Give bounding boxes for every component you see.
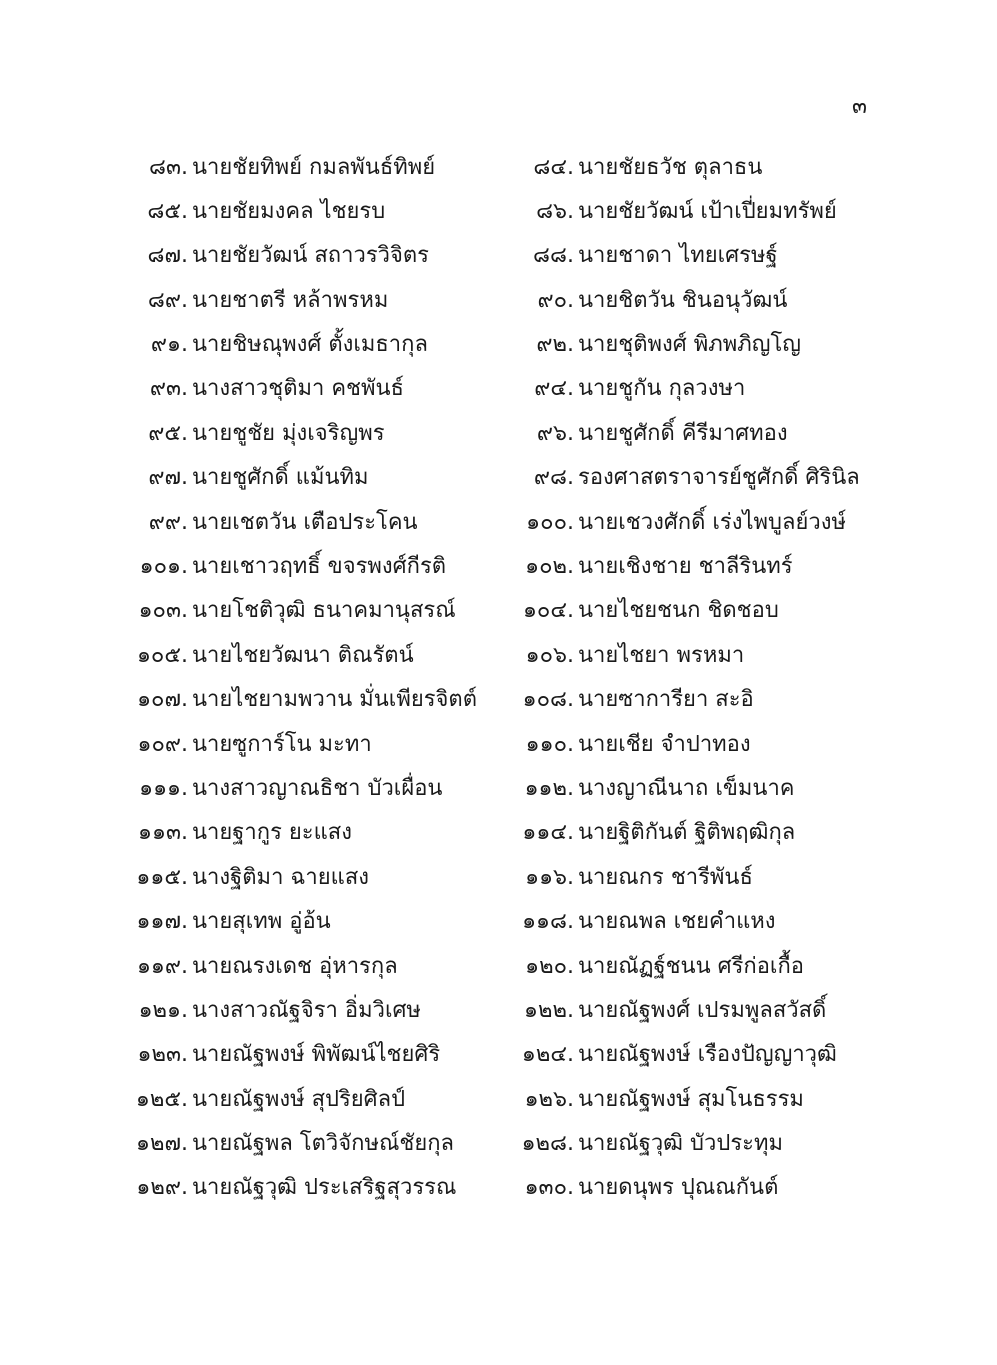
item-number: ๑๐๘.	[522, 687, 574, 713]
list-item	[480, 632, 744, 676]
list-item	[480, 677, 754, 721]
item-number: ๑๒๐.	[525, 953, 574, 979]
list-item	[480, 765, 795, 809]
list-item	[0, 854, 369, 898]
list-item	[480, 366, 745, 410]
item-number: ๘๘.	[533, 243, 574, 269]
item-name: นางญาณีนาถ เข็มนาค	[578, 775, 795, 801]
item-number: ๑๑๖.	[525, 864, 574, 890]
page-number: ๓	[852, 94, 868, 119]
item-name: นายไชยามพวาน มั่นเพียรจิตต์	[192, 687, 478, 713]
item-number: ๑๐๓.	[138, 598, 188, 624]
item-name: นายณัฐพงษ์ สุมโนธรรม	[578, 1086, 804, 1112]
item-name: นายฐากูร ยะแสง	[192, 820, 352, 846]
item-number: ๑๑๗.	[136, 909, 188, 935]
item-name: นายณัฐพล โตวิจักษณ์ชัยกุล	[192, 1131, 455, 1157]
list-item	[480, 1032, 837, 1076]
item-name: นายดนุพร ปุณณกันต์	[578, 1175, 779, 1201]
item-number: ๑๑๕.	[136, 864, 188, 890]
item-name: นายซูการ์โน มะทา	[192, 731, 372, 757]
list-item	[480, 277, 787, 321]
list-item	[480, 588, 779, 632]
list-item	[0, 1032, 440, 1076]
item-number: ๑๑๒.	[524, 775, 574, 801]
item-number: ๘๙.	[147, 287, 188, 313]
item-name: นายชูชัย มุ่งเจริญพร	[192, 420, 385, 446]
list-item	[480, 455, 860, 499]
item-name: นายเชาวฤทธิ์ ขจรพงศ์กีรติ	[192, 554, 447, 580]
item-name: นายณัฐพงษ์ เรืองปัญญาวุฒิ	[578, 1042, 837, 1068]
list-row	[0, 455, 997, 499]
item-number: ๑๑๑.	[139, 775, 188, 801]
list-row	[0, 322, 997, 366]
item-name: นายชิตวัน ชินอนุวัฒน์	[578, 287, 788, 313]
list-item	[480, 854, 753, 898]
item-number: ๑๐๙.	[137, 731, 188, 757]
list-row	[0, 1032, 997, 1076]
member-list	[0, 144, 997, 1209]
list-item	[0, 765, 442, 809]
item-name: นางสาวณัฐจิรา อิ่มวิเศษ	[192, 997, 421, 1023]
item-name: นายไชยชนก ชิดชอบ	[578, 598, 779, 624]
item-name: นายชุติพงศ์ พิภพภิญโญ	[578, 332, 802, 358]
item-number: ๙๘.	[533, 465, 574, 491]
list-row	[0, 366, 997, 410]
item-name: นายณรงเดช อุ่หารกุล	[192, 953, 398, 979]
list-row	[0, 943, 997, 987]
list-row	[0, 588, 997, 632]
item-name: นายชาดา ไทยเศรษฐ์	[578, 243, 778, 269]
item-number: ๑๑๔.	[522, 820, 574, 846]
list-row	[0, 277, 997, 321]
item-name: นายโชติวุฒิ ธนาคมานุสรณ์	[192, 598, 456, 624]
item-number: ๑๒๒.	[524, 997, 574, 1023]
list-item	[0, 499, 418, 543]
item-number: ๑๑๓.	[138, 820, 188, 846]
list-row	[0, 544, 997, 588]
list-item	[480, 544, 793, 588]
item-number: ๑๐๒.	[525, 554, 574, 580]
item-number: ๑๐๖.	[525, 642, 574, 668]
item-number: ๑๒๕.	[135, 1086, 188, 1112]
item-number: ๑๒๔.	[521, 1042, 574, 1068]
list-item	[480, 144, 762, 188]
item-name: นายชูกัน กุลวงษา	[578, 376, 746, 402]
list-row	[0, 677, 997, 721]
list-item	[0, 943, 398, 987]
item-number: ๑๒๓.	[137, 1042, 188, 1068]
item-number: ๘๗.	[147, 243, 188, 269]
item-name: นายซาการียา สะอิ	[578, 687, 754, 713]
list-item	[480, 1165, 778, 1209]
list-row	[0, 1165, 997, 1209]
list-item	[0, 1165, 456, 1209]
list-item	[480, 188, 837, 232]
item-name: นายณกร ชารีพันธ์	[578, 864, 753, 890]
list-item	[0, 410, 385, 454]
item-number: ๑๒๑.	[138, 997, 188, 1023]
item-name: นายชัยวัฒน์ สถาวรวิจิตร	[192, 243, 429, 269]
list-row	[0, 144, 997, 188]
item-number: ๑๐๐.	[526, 509, 574, 535]
item-number: ๑๑๐.	[525, 731, 574, 757]
list-item	[480, 410, 788, 454]
item-number: ๙๗.	[148, 465, 188, 491]
item-name: นางสาวญาณธิชา บัวเผื่อน	[192, 775, 443, 801]
list-row	[0, 1121, 997, 1165]
list-row	[0, 721, 997, 765]
list-item	[0, 810, 352, 854]
list-item	[0, 588, 456, 632]
item-name: นายฐิติกันต์ ฐิติพฤฒิกุล	[578, 820, 796, 846]
item-number: ๑๐๕.	[136, 642, 188, 668]
item-name: นายณัฐวุฒิ ประเสริฐสุวรรณ	[192, 1175, 457, 1201]
item-name: นายณัฏฐ์ชนน ศรีก่อเกื้อ	[578, 953, 804, 979]
list-item	[0, 632, 414, 676]
item-name: นายชัยวัฒน์ เป้าเปี่ยมทรัพย์	[578, 198, 837, 224]
item-name: นายไชยวัฒนา ติณรัตน์	[192, 642, 414, 668]
item-number: ๑๒๘.	[521, 1131, 574, 1157]
item-name: นายณัฐพงศ์ เปรมพูลสวัสดิ์	[578, 997, 827, 1023]
item-name: นายณัฐพงษ์ สุปริยศิลป์	[192, 1086, 406, 1112]
item-number: ๑๐๔.	[522, 598, 574, 624]
item-name: นายเชวงศักดิ์ เร่งไพบูลย์วงษ์	[578, 509, 846, 535]
list-item	[0, 366, 404, 410]
list-item	[0, 322, 428, 366]
item-number: ๙๕.	[148, 420, 188, 446]
list-item	[480, 322, 801, 366]
list-item	[0, 544, 446, 588]
item-name: นายณัฐพงษ์ พิพัฒน์ไชยศิริ	[192, 1042, 441, 1068]
list-row	[0, 1076, 997, 1120]
item-number: ๘๓.	[148, 154, 188, 180]
list-item	[0, 144, 435, 188]
list-row	[0, 765, 997, 809]
item-name: นายณพล เชยคำแหง	[578, 909, 776, 935]
list-row	[0, 987, 997, 1031]
list-item	[480, 233, 778, 277]
item-number: ๙๓.	[149, 376, 188, 402]
list-item	[0, 677, 477, 721]
item-number: ๑๒๙.	[136, 1175, 188, 1201]
list-item	[480, 899, 776, 943]
list-item	[0, 188, 385, 232]
item-name: นายชัยทิพย์ กมลพันธ์ทิพย์	[192, 154, 436, 180]
item-name: นายชัยธวัช ตุลาธน	[578, 154, 763, 180]
list-row	[0, 188, 997, 232]
list-item	[480, 1121, 783, 1165]
item-number: ๑๓๐.	[524, 1175, 574, 1201]
list-row	[0, 410, 997, 454]
item-name: นายเชีย จำปาทอง	[578, 731, 751, 757]
list-item	[480, 987, 826, 1031]
item-name: นายไชยา พรหมา	[578, 642, 745, 668]
list-item	[0, 455, 369, 499]
item-name: นายเชิงชาย ชาลีรินทร์	[578, 554, 793, 580]
item-number: ๙๒.	[536, 332, 574, 358]
item-name: นายชูศักดิ์ แม้นทิม	[192, 465, 369, 491]
list-row	[0, 233, 997, 277]
list-item	[0, 1076, 405, 1120]
item-number: ๑๐๑.	[139, 554, 188, 580]
list-item	[480, 499, 846, 543]
list-item	[0, 721, 372, 765]
list-row	[0, 854, 997, 898]
list-item	[480, 721, 751, 765]
list-item	[480, 810, 795, 854]
list-item	[0, 277, 388, 321]
item-number: ๙๑.	[150, 332, 188, 358]
item-number: ๙๙.	[148, 509, 188, 535]
item-name: นายชิษณุพงศ์ ตั้งเมธากุล	[192, 332, 428, 358]
item-name: นายณัฐวุฒิ บัวประทุม	[578, 1131, 783, 1157]
list-item	[0, 987, 421, 1031]
item-number: ๙๖.	[536, 420, 574, 446]
list-item	[480, 943, 804, 987]
item-name: นายชูศักดิ์ คีรีมาศทอง	[578, 420, 788, 446]
item-number: ๙๐.	[537, 287, 574, 313]
item-number: ๘๔.	[533, 154, 574, 180]
item-name: นายชาตรี หล้าพรหม	[192, 287, 389, 313]
list-item	[0, 233, 429, 277]
item-number: ๑๑๙.	[136, 953, 188, 979]
list-row	[0, 899, 997, 943]
list-item	[0, 899, 331, 943]
item-number: ๑๒๗.	[135, 1131, 188, 1157]
list-item	[0, 1121, 454, 1165]
item-number: ๑๒๖.	[524, 1086, 574, 1112]
list-row	[0, 810, 997, 854]
item-name: นางฐิติมา ฉายแสง	[192, 864, 369, 890]
item-number: ๘๕.	[147, 198, 188, 224]
item-number: ๑๑๘.	[522, 909, 574, 935]
list-row	[0, 632, 997, 676]
item-number: ๙๔.	[534, 376, 574, 402]
list-row	[0, 499, 997, 543]
list-item	[480, 1076, 804, 1120]
item-number: ๘๖.	[536, 198, 574, 224]
item-name: รองศาสตราจารย์ชูศักดิ์ ศิรินิล	[578, 465, 860, 491]
item-name: นายชัยมงคล ไชยรบ	[192, 198, 386, 224]
item-name: นายเชตวัน เตือประโคน	[192, 509, 418, 535]
item-name: นางสาวชุติมา คชพันธ์	[192, 376, 404, 402]
item-name: นายสุเทพ อู่อ้น	[192, 909, 331, 935]
item-number: ๑๐๗.	[137, 687, 188, 713]
